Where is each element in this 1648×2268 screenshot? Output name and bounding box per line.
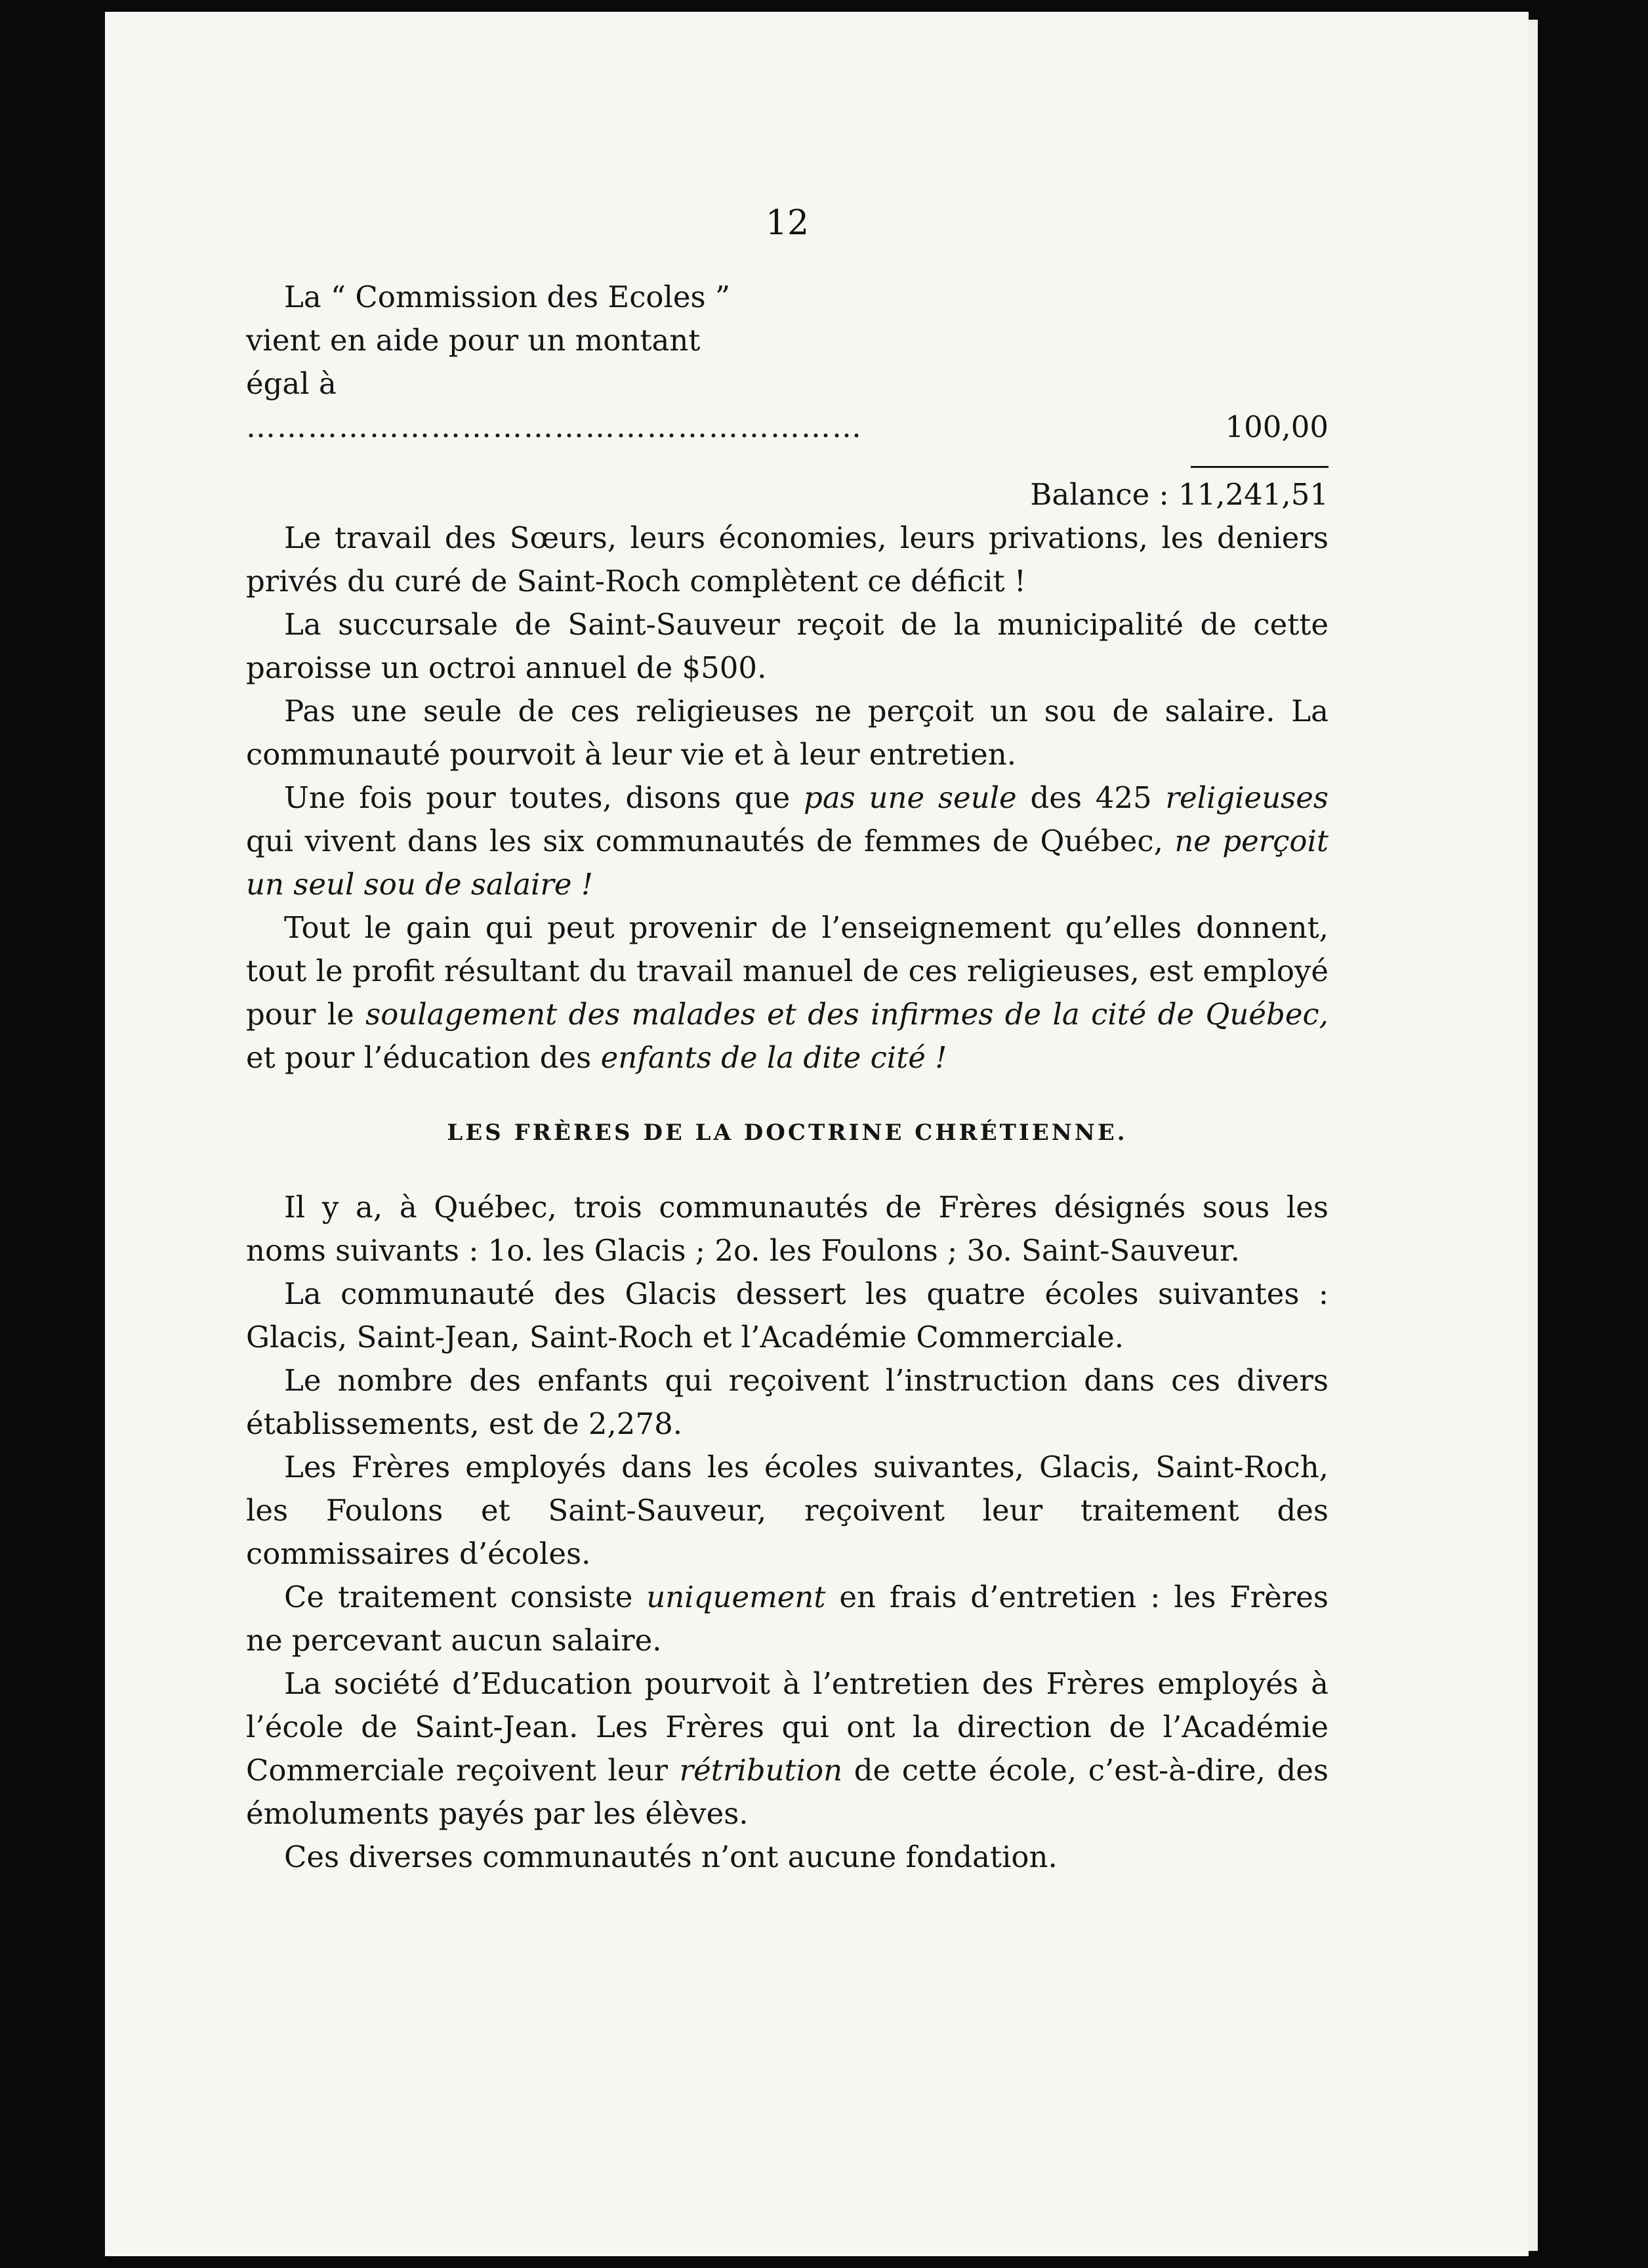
total-rule [1191,466,1329,473]
paragraph-10-part-a: Ce traitement consiste [284,1580,633,1614]
paragraph-12: Ces diverses communautés n’ont aucune fondation. [284,1839,1058,1874]
paragraph-5-part-c: et pour l’éducation des [246,1040,592,1075]
paragraph-11 [246,1662,1329,1836]
ledger-line-2: vient en aide pour un montant [246,323,701,358]
paragraph-11-part-a: La société d’Education pourvoit à l’entretien des Frères employés à l’école de Saint-Jean. Les Frères qui ont la direction de l’Académie Commerciale reçoivent leur [246,1666,1329,1788]
ledger-line-1: La “ Commission des Ecoles ” [284,280,730,314]
paragraph-4-part-c: des 425 [1030,780,1152,815]
paragraph-11-italic: rétribution [679,1753,843,1788]
paragraph-2: La succursale de Saint-Sauveur reçoit de la municipalité de cette paroisse un octroi annuel de $500. [246,607,1329,685]
paragraph-5-part-a: Tout le gain qui peut provenir de l’enseignement qu’elles donnent, tout le profit résultant du travail manuel de ces religieuses, est employé pour le [246,910,1329,1032]
paragraph-4-part-a: Une fois pour toutes, disons que [284,780,791,815]
ledger-entry [246,276,1329,449]
leader-dots: …………………………………………………… [246,410,863,444]
paragraph-5-italic-1: soulagement des malades et des infirmes de la cité de Québec, [365,997,1329,1032]
paragraph-9: Les Frères employés dans les écoles suivantes, Glacis, Saint-Roch, les Foulons et Saint-Sauveur, reçoivent leur traitement des commissaires d’écoles. [246,1450,1329,1571]
section-heading: LES FRÈRES DE LA DOCTRINE CHRÉTIENNE. [447,1120,1128,1146]
paragraph-4 [246,776,1329,906]
ledger-entry-label [246,276,863,449]
paragraph-10-part-c: en frais d’entretien : les Frères ne percevant aucun salaire. [246,1580,1329,1658]
paragraph-5-italic-2: enfants de la dite cité ! [600,1040,947,1075]
page-number: 12 [765,203,810,243]
paragraph-5 [246,906,1329,1080]
ledger-amount: 100,00 [1225,410,1329,444]
paragraph-4-italic-3: ne perçoit un seul sou de salaire ! [246,824,1329,902]
paragraph-10-italic: uniquement [646,1580,826,1614]
ledger-line-3 [246,362,863,449]
paragraph-6: Il y a, à Québec, trois communautés de Frères désignés sous les noms suivants : 1o. les Glacis ; 2o. les Foulons ; 3o. Saint-Sauveur. [246,1190,1329,1268]
paragraph-4-part-e: qui vivent dans les six communautés de femmes de Québec, [246,824,1163,858]
paragraph-3: Pas une seule de ces religieuses ne perçoit un sou de salaire. La communauté pourvoit à leur vie et à leur entretien. [246,694,1329,772]
paragraph-11-part-c: de cette école, c’est-à-dire, des émoluments payés par les élèves. [246,1753,1329,1831]
ledger-line-3-text: égal à [246,366,337,401]
paragraph-1: Le travail des Sœurs, leurs économies, leurs privations, les deniers privés du curé de Saint-Roch complètent ce déficit ! [246,520,1329,598]
paragraph-4-italic-2: religieuses [1165,780,1329,815]
paragraph-7: La communauté des Glacis dessert les quatre écoles suivantes : Glacis, Saint-Jean, Saint-Roch et l’Académie Commerciale. [246,1276,1329,1354]
page-content [246,197,1329,1879]
facing-page-edge [1529,20,1538,2251]
balance-line: Balance : 11,241,51 [1030,477,1329,512]
paragraph-4-italic-1: pas une seule [804,780,1017,815]
paragraph-10 [246,1576,1329,1662]
paragraph-8: Le nombre des enfants qui reçoivent l’instruction dans ces divers établissements, est de 2,278. [246,1363,1329,1441]
